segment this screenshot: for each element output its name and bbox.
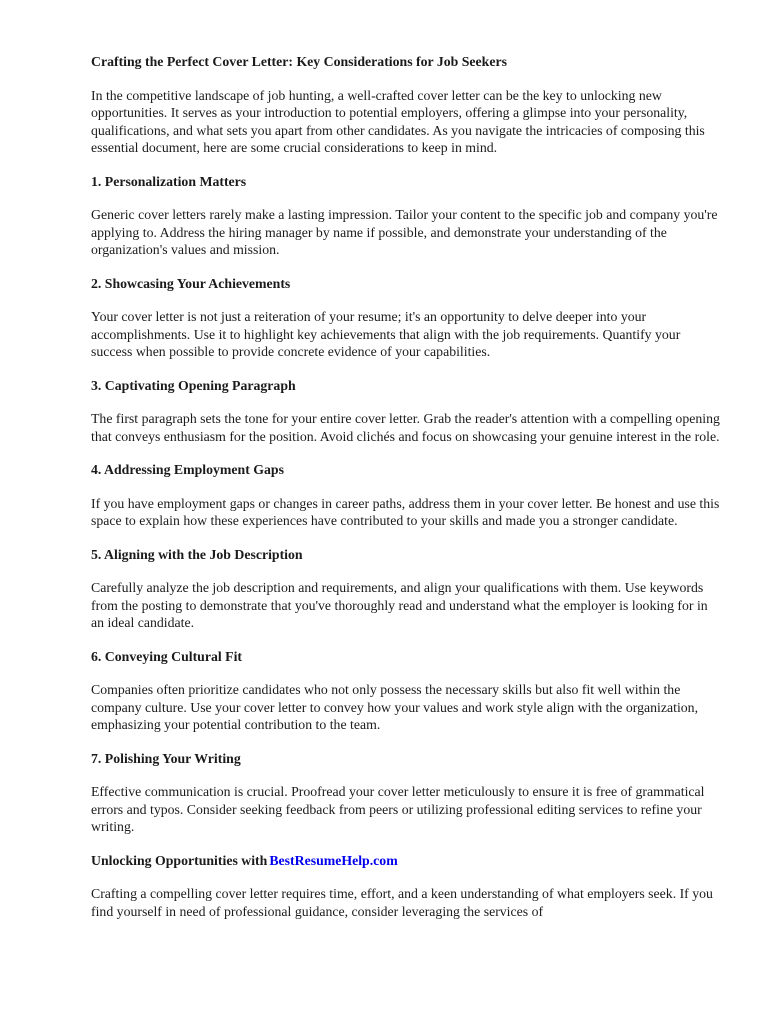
section-body: Your cover letter is not just a reiteration of your resume; it's an opportunity to delve deeper into your accomplishments. Use it to highlight key achievements that align with the job requirements. Quantify your success when possible to provide concrete evidence of your capabilities. — [91, 309, 681, 359]
section-achievements — [91, 275, 722, 361]
closing-paragraph: Crafting a compelling cover letter requires time, effort, and a keen understanding of what employers seek. If you find yourself in need of professional guidance, consider leveraging the services of — [91, 886, 713, 919]
section-heading: 2. Showcasing Your Achievements — [91, 275, 291, 291]
section-cultural-fit — [91, 648, 722, 734]
closing-heading-text: Unlocking Opportunities with — [91, 852, 268, 868]
section-body: Companies often prioritize candidates who not only possess the necessary skills but also fit well within the company culture. Use your cover letter to convey how your values and work style align with the organization, emphasizing your potential contribution to the team. — [91, 682, 699, 732]
section-polishing-writing — [91, 750, 722, 836]
section-heading: 6. Conveying Cultural Fit — [91, 648, 243, 664]
section-heading: 1. Personalization Matters — [91, 173, 247, 189]
section-employment-gaps — [91, 461, 722, 530]
section-body: If you have employment gaps or changes in career paths, address them in your cover letter. Be honest and use this space to explain how these experiences have contributed to your skills and made you a stronger candidate. — [91, 495, 720, 528]
section-opening-paragraph — [91, 377, 722, 446]
section-heading: 3. Captivating Opening Paragraph — [91, 377, 296, 393]
closing-section — [91, 852, 722, 921]
section-heading: 7. Polishing Your Writing — [91, 750, 241, 766]
bestresumehelp-link[interactable]: BestResumeHelp.com — [269, 852, 398, 868]
section-job-description — [91, 546, 722, 632]
section-body: The first paragraph sets the tone for your entire cover letter. Grab the reader's attention with a compelling opening that conveys enthusiasm for the position. Avoid clichés and focus on showcasing your genuine interest in the role. — [91, 411, 720, 444]
section-personalization — [91, 173, 722, 259]
section-body: Carefully analyze the job description and requirements, and align your qualifications with them. Use keywords from the posting to demonstrate that you've thoroughly read and understand what the employer is looking for in an ideal candidate. — [91, 580, 708, 630]
section-heading: 5. Aligning with the Job Description — [91, 546, 303, 562]
closing-heading — [91, 852, 722, 870]
page-title: Crafting the Perfect Cover Letter: Key Considerations for Job Seekers — [91, 54, 507, 69]
section-heading: 4. Addressing Employment Gaps — [91, 462, 284, 477]
intro-paragraph: In the competitive landscape of job hunting, a well-crafted cover letter can be the key to unlocking new opportunities. It serves as your introduction to potential employers, offering a glimpse into your personality, qualifications, and what sets you apart from other candidates. As you navigate the intricacies of composing this essential document, here are some crucial considerations to keep in mind. — [91, 87, 705, 155]
section-body: Effective communication is crucial. Proofread your cover letter meticulously to ensure it is free of grammatical errors and typos. Consider seeking feedback from peers or utilizing professional editing services to refine your writing. — [91, 784, 705, 834]
section-body: Generic cover letters rarely make a lasting impression. Tailor your content to the specific job and company you're applying to. Address the hiring manager by name if possible, and demonstrate your understanding of the organization's values and mission. — [91, 207, 718, 257]
